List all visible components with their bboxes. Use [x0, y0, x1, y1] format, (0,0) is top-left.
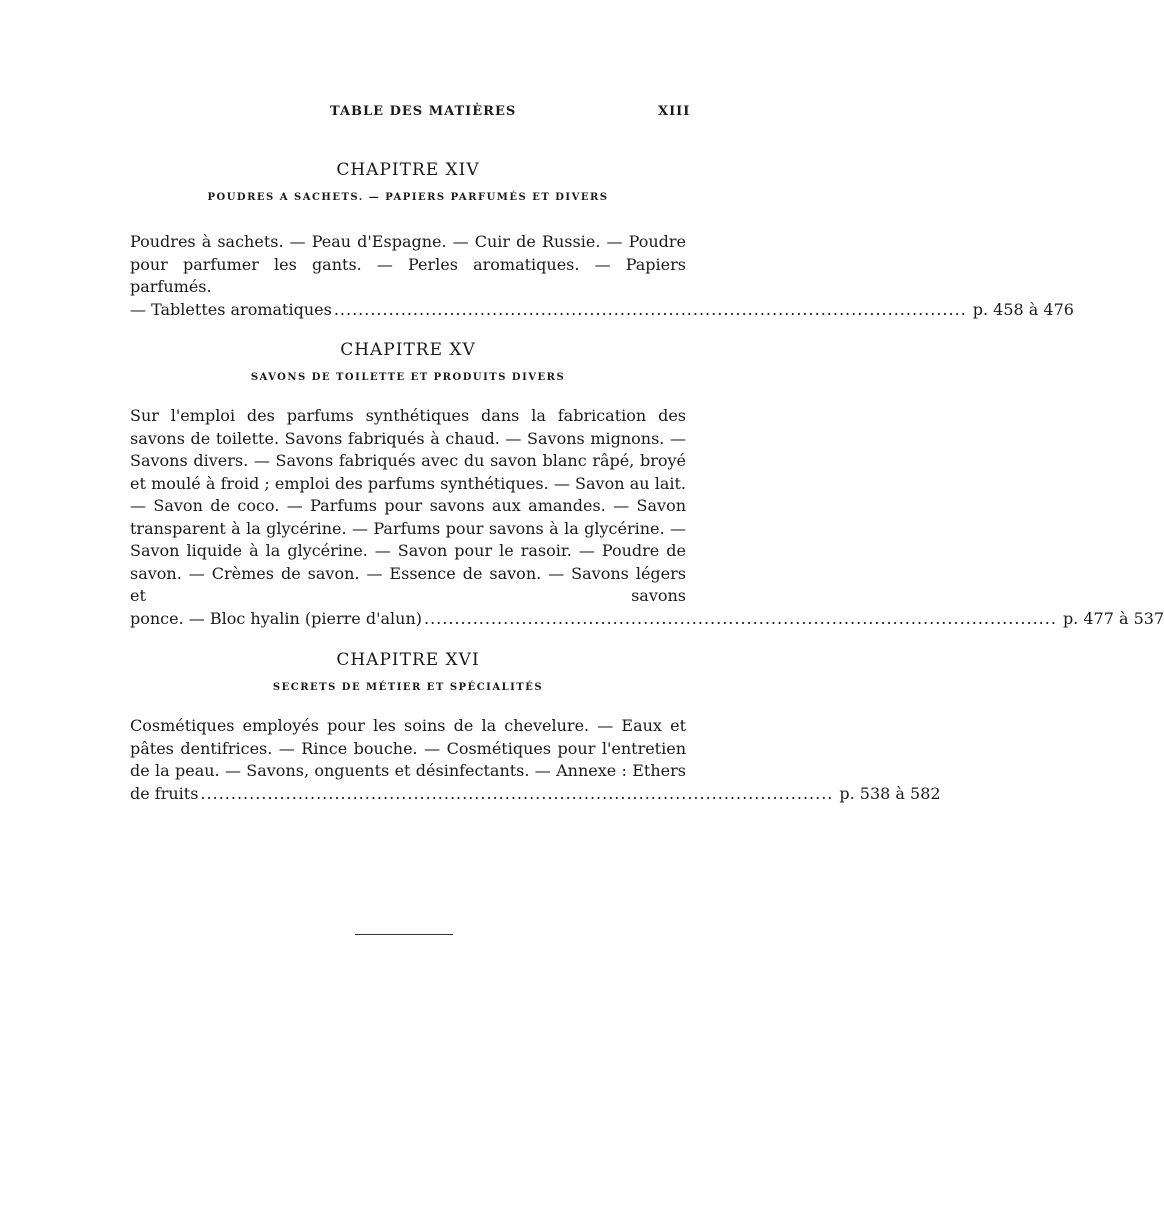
page-range: p. 477 à 537 [1062, 608, 1164, 628]
dot-leader: ........................................................................................................ [333, 299, 967, 319]
toc-entry-line [130, 608, 1164, 631]
toc-entry-text: — Tablettes aromatiques [130, 299, 332, 319]
chapter-subtitle: POUDRES A SACHETS. — PAPIERS PARFUMÉS ET DIVERS [207, 192, 609, 203]
toc-entry-line [130, 783, 941, 806]
page-range: p. 538 à 582 [839, 783, 941, 803]
chapter-title: CHAPITRE XV [340, 340, 476, 360]
page-range: p. 458 à 476 [972, 299, 1074, 319]
chapter-contents [130, 405, 1164, 630]
dot-leader: ........................................................................................................ [200, 783, 834, 803]
toc-entry-text: ponce. — Bloc hyalin (pierre d'alun) [130, 608, 422, 628]
chapter-xv [130, 340, 1164, 630]
chapter-subtitle: SAVONS DE TOILETTE ET PRODUITS DIVERS [250, 372, 566, 383]
chapter-contents [130, 231, 1074, 321]
chapter-contents [130, 715, 941, 805]
chapter-title: CHAPITRE XVI [336, 650, 480, 670]
toc-entry-text: de fruits [130, 783, 199, 803]
dot-leader: ........................................................................................................ [424, 608, 1057, 628]
page-number: XIII [658, 104, 691, 119]
chapter-contents-text: Sur l'emploi des parfums synthétiques dans la fabrication des savons de toilette. Savons fabriqués à chaud. — Savons mignons. — Savons divers. — Savons fabriqués avec du savon blanc râpé, broyé et moulé à froid ; emploi des parfums synthétiques. — Savon au lait. — Savon de coco. — Parfums pour savons aux amandes. — Savon transparent à la glycérine. — Parfums pour savons à la glycérine. — Savon liquide à la glycérine. — Savon pour le rasoir. — Poudre de savon. — Crèmes de savon. — Essence de savon. — Savons légers et savons [130, 406, 686, 605]
chapter-contents-text: Cosmétiques employés pour les soins de la chevelure. — Eaux et pâtes dentifrices. — Rince bouche. — Cosmétiques pour l'entretien de la peau. — Savons, onguents et désinfectants. — Annexe : Ethers [130, 716, 686, 780]
running-title: TABLE DES MATIÈRES [330, 104, 517, 119]
chapter-xiv [130, 160, 1074, 321]
toc-entry-line [130, 299, 1074, 322]
chapter-xvi [130, 650, 941, 805]
end-rule [355, 934, 453, 935]
chapter-title: CHAPITRE XIV [336, 160, 480, 180]
chapter-contents-text: Poudres à sachets. — Peau d'Espagne. — Cuir de Russie. — Poudre pour parfumer les gants. — Perles aromatiques. — Papiers parfumés. [130, 232, 686, 296]
chapter-subtitle: SECRETS DE MÉTIER ET SPÉCIALITÉS [272, 682, 544, 693]
